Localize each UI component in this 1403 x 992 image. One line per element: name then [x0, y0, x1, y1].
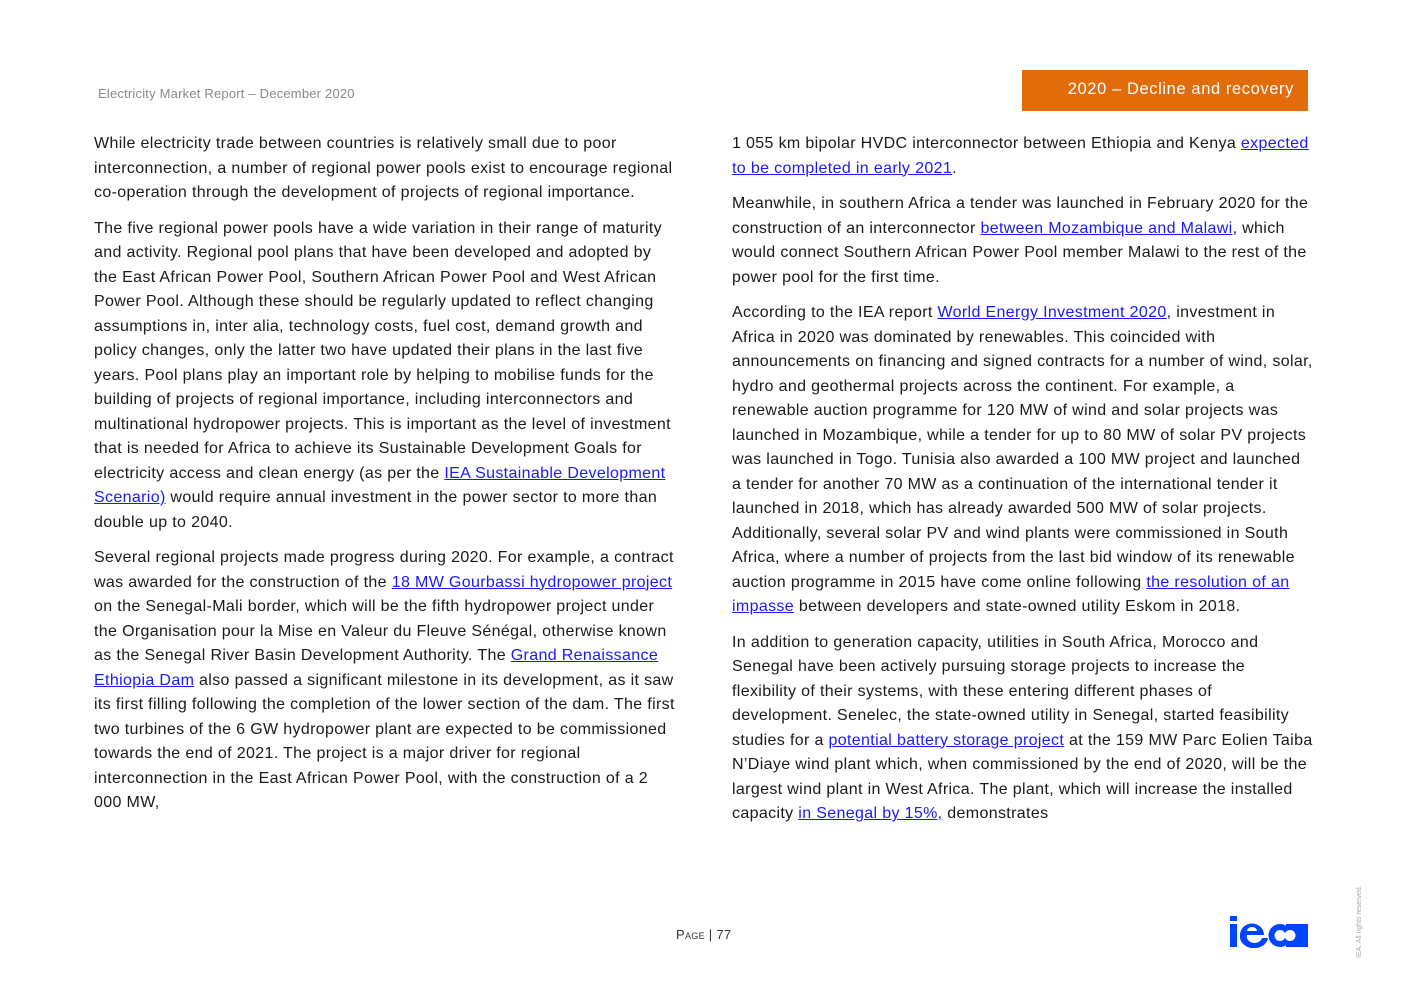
link-gourbassi[interactable]: 18 MW Gourbassi hydropower project — [391, 573, 673, 591]
paragraph — [732, 192, 1314, 290]
paragraph: While electricity trade between countries is relatively small due to poor interconnection, a number of regional power pools exist to encourage regional co-operation through the development of projects of regional importance. — [94, 135, 673, 201]
link-impasse[interactable]: the resolution of an impasse — [732, 573, 1290, 615]
separator: | — [704, 927, 717, 942]
paragraph — [732, 631, 1314, 827]
report-title: Electricity Market Report – December 2020 — [98, 86, 355, 101]
link-sds[interactable]: IEA Sustainable Development Scenario) — [94, 464, 666, 506]
text: Meanwhile, in southern Africa a tender was launched in February 2020 for the construction of an interconnector — [732, 195, 1309, 237]
paragraph — [94, 546, 676, 816]
text: 1 055 km bipolar HVDC interconnector between Ethiopia and Kenya — [732, 135, 1241, 152]
left-column — [94, 132, 676, 827]
link-gerd[interactable]: Grand Renaissance Ethiopia Dam — [94, 647, 659, 689]
section-tab: 2020 – Decline and recovery — [1022, 70, 1308, 111]
page-footer — [676, 927, 731, 942]
paragraph — [94, 217, 676, 536]
link-hvdc[interactable]: expected to be completed in early 2021 — [732, 135, 1309, 177]
text: . — [952, 159, 957, 177]
text: would require annual investment in the power sector to more than double up to 2040. — [94, 489, 658, 531]
page-label: Page — [676, 927, 705, 942]
text: also passed a significant milestone in its development, as it saw its first filling following the completion of the lower section of the dam. The first two turbines of the 6 GW hydropower plant are expected to be commissioned towards the end of 2021. The project is a major driver for regional interconnection in the East African Power Pool, with the construction of a 2 000 MW, — [94, 671, 675, 811]
link-mozambique-malawi[interactable]: between Mozambique and Malawi — [980, 219, 1233, 237]
text: on the Senegal-Mali border, which will be the fifth hydropower project under the Organisation pour la Mise en Valeur du Fleuve Sénégal, otherwise known as the Senegal River Basin Development Authority. The — [94, 598, 667, 664]
rights-notice: IEA. All rights reserved. — [1356, 885, 1363, 958]
paragraph — [732, 132, 1314, 181]
text: The five regional power pools have a wide variation in their range of maturity and activity. Regional pool plans that have been developed and adopted by the East African Power Pool, Southern African Power Pool and West African Power Pool. Although these should be regularly updated to reflect changing assumptions in, inter alia, technology costs, fuel cost, demand growth and policy changes, only the latter two have updated their plans in the last five years. Pool plans play an important role by helping to mobilise funds for the building of projects of regional importance, including interconnectors and multinational hydropower projects. This is important as the level of investment that is needed for Africa to achieve its Sustainable Development Goals for electricity access and clean energy (as per the — [94, 219, 671, 482]
link-battery-storage[interactable]: potential battery storage project — [828, 731, 1065, 749]
link-wei-2020[interactable]: World Energy Investment 2020 — [937, 304, 1167, 321]
text: According to the IEA report — [732, 304, 938, 321]
text: Several regional projects made progress during 2020. For example, a contract was awarded for the construction of the — [94, 549, 674, 591]
text: , which would connect Southern African Power Pool member Malawi to the rest of the power pool for the first time. — [732, 219, 1307, 286]
page-number: 77 — [716, 927, 732, 942]
text: , investment in Africa in 2020 was dominated by renewables. This coincided with announcements on financing and signed contracts for a number of wind, solar, hydro and geothermal projects across the continent. For example, a renewable auction programme for 120 MW of wind and solar projects was launched in Mozambique, while a tender for up to 80 MW of solar PV projects was launched in Togo. Tunisia also awarded a 100 MW project and launched a tender for another 70 MW as a continuation of the international tender it launched in 2018, which has already awarded 500 MW of solar projects. Additionally, several solar PV and wind plants were commissioned in South Africa, where a number of projects from the last bid window of its renewable auction programme in 2015 have come online following — [732, 304, 1313, 591]
text: In addition to generation capacity, utilities in South Africa, Morocco and Senegal have been actively pursuing storage projects to increase the flexibility of their systems, with these entering different phases of development. Senelec, the state-owned utility in Senegal, started feasibility studies for a — [732, 633, 1290, 749]
text: at the 159 MW Parc Eolien Taiba N’Diaye wind plant which, when commissioned by the end of 2020, will be the largest wind plant in West Africa. The plant, which will increase the installed capacity — [732, 731, 1313, 822]
text: between developers and state-owned utility Eskom in 2018. — [794, 598, 1241, 615]
link-senegal-capacity[interactable]: in Senegal by 15%, — [798, 805, 943, 822]
right-column — [732, 132, 1314, 838]
paragraph — [732, 301, 1314, 620]
text: demonstrates — [942, 805, 1049, 822]
iea-logo — [1230, 914, 1308, 953]
